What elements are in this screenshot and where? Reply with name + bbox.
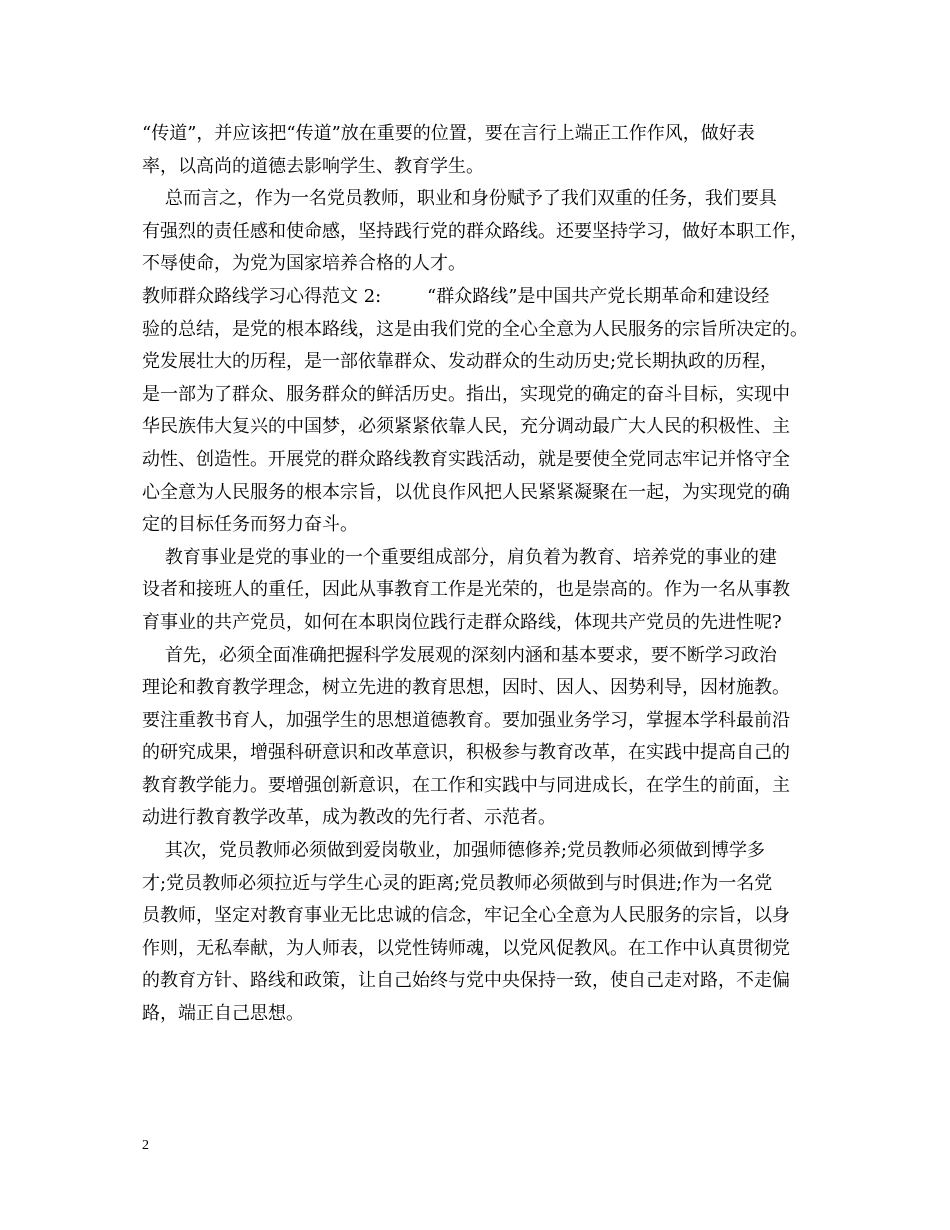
text-line: 设者和接班人的重任，因此从事教育工作是光荣的，也是崇高的。作为一名从事教 — [142, 579, 790, 601]
section-heading-line: 教师群众路线学习心得范文 2: “群众路线”是中国共产党长期革命和建设经 — [142, 285, 770, 307]
text-line: 验的总结，是党的根本路线，这是由我们党的全心全意为人民服务的宗旨所决定的。 — [142, 318, 808, 340]
text-line: 华民族伟大复兴的中国梦，必须紧紧依靠人民，充分调动最广大人民的积极性、主 — [142, 416, 790, 438]
text-line: 是一部为了群众、服务群众的鲜活历史。指出，实现党的确定的奋斗目标，实现中 — [142, 383, 790, 405]
page-number: 2 — [142, 1138, 149, 1153]
text-line: 率，以高尚的道德去影响学生、教育学生。 — [142, 155, 484, 177]
text-line: 总而言之，作为一名党员教师，职业和身份赋予了我们双重的任务，我们要具 — [142, 188, 777, 210]
text-line: “传道”，并应该把“传道”放在重要的位置，要在言行上端正工作作风，做好表 — [142, 123, 755, 144]
text-line: 路，端正自己思想。 — [142, 1003, 304, 1025]
text-line: 的教育方针、路线和政策，让自己始终与党中央保持一致，使自己走对路，不走偏 — [142, 970, 790, 992]
text-line: 心全意为人民服务的根本宗旨，以优良作风把人民紧紧凝聚在一起，为实现党的确 — [142, 481, 790, 503]
text-line: 其次，党员教师必须做到爱岗敬业，加强师德修养;党员教师必须做到博学多 — [142, 840, 765, 862]
text-line: 理论和教育教学理念，树立先进的教育思想，因时、因人、因势利导，因材施教。 — [142, 677, 790, 699]
text-line: 教育教学能力。要增强创新意识，在工作和实践中与同进成长，在学生的前面，主 — [142, 774, 790, 796]
text-line: 首先，必须全面准确把握科学发展观的深刻内涵和基本要求，要不断学习政治 — [142, 644, 777, 666]
text-line: 要注重教书育人，加强学生的思想道德教育。要加强业务学习，掌握本学科最前沿 — [142, 709, 790, 731]
text-line: 才;党员教师必须拉近与学生心灵的距离;党员教师必须做到与时俱进;作为一名党 — [142, 872, 773, 894]
text-line: 员教师，坚定对教育事业无比忠诚的信念，牢记全心全意为人民服务的宗旨，以身 — [142, 905, 790, 927]
text-line: 教育事业是党的事业的一个重要组成部分，肩负着为教育、培养党的事业的建 — [142, 546, 777, 568]
text-line: 定的目标任务而努力奋斗。 — [142, 514, 358, 536]
text-line: 育事业的共产党员，如何在本职岗位践行走群众路线，体现共产党员的先进性呢? — [142, 611, 782, 633]
text-line: 作则，无私奉献，为人师表，以党性铸师魂，以党风促教风。在工作中认真贯彻党 — [142, 937, 790, 959]
text-line: 的研究成果，增强科研意识和改革意识，积极参与教育改革，在实践中提高自己的 — [142, 742, 790, 764]
text-line: 动进行教育教学改革，成为教改的先行者、示范者。 — [142, 807, 556, 829]
text-line: 动性、创造性。开展党的群众路线教育实践活动，就是要使全党同志牢记并恪守全 — [142, 448, 790, 470]
body-text — [142, 118, 814, 1031]
text-line: 有强烈的责任感和使命感，坚持践行党的群众路线。还要坚持学习，做好本职工作， — [142, 220, 808, 242]
text-line: 不辱使命，为党为国家培养合格的人才。 — [142, 253, 466, 275]
text-line: 党发展壮大的历程，是一部依靠群众、发动群众的生动历史;党长期执政的历程， — [142, 351, 779, 373]
